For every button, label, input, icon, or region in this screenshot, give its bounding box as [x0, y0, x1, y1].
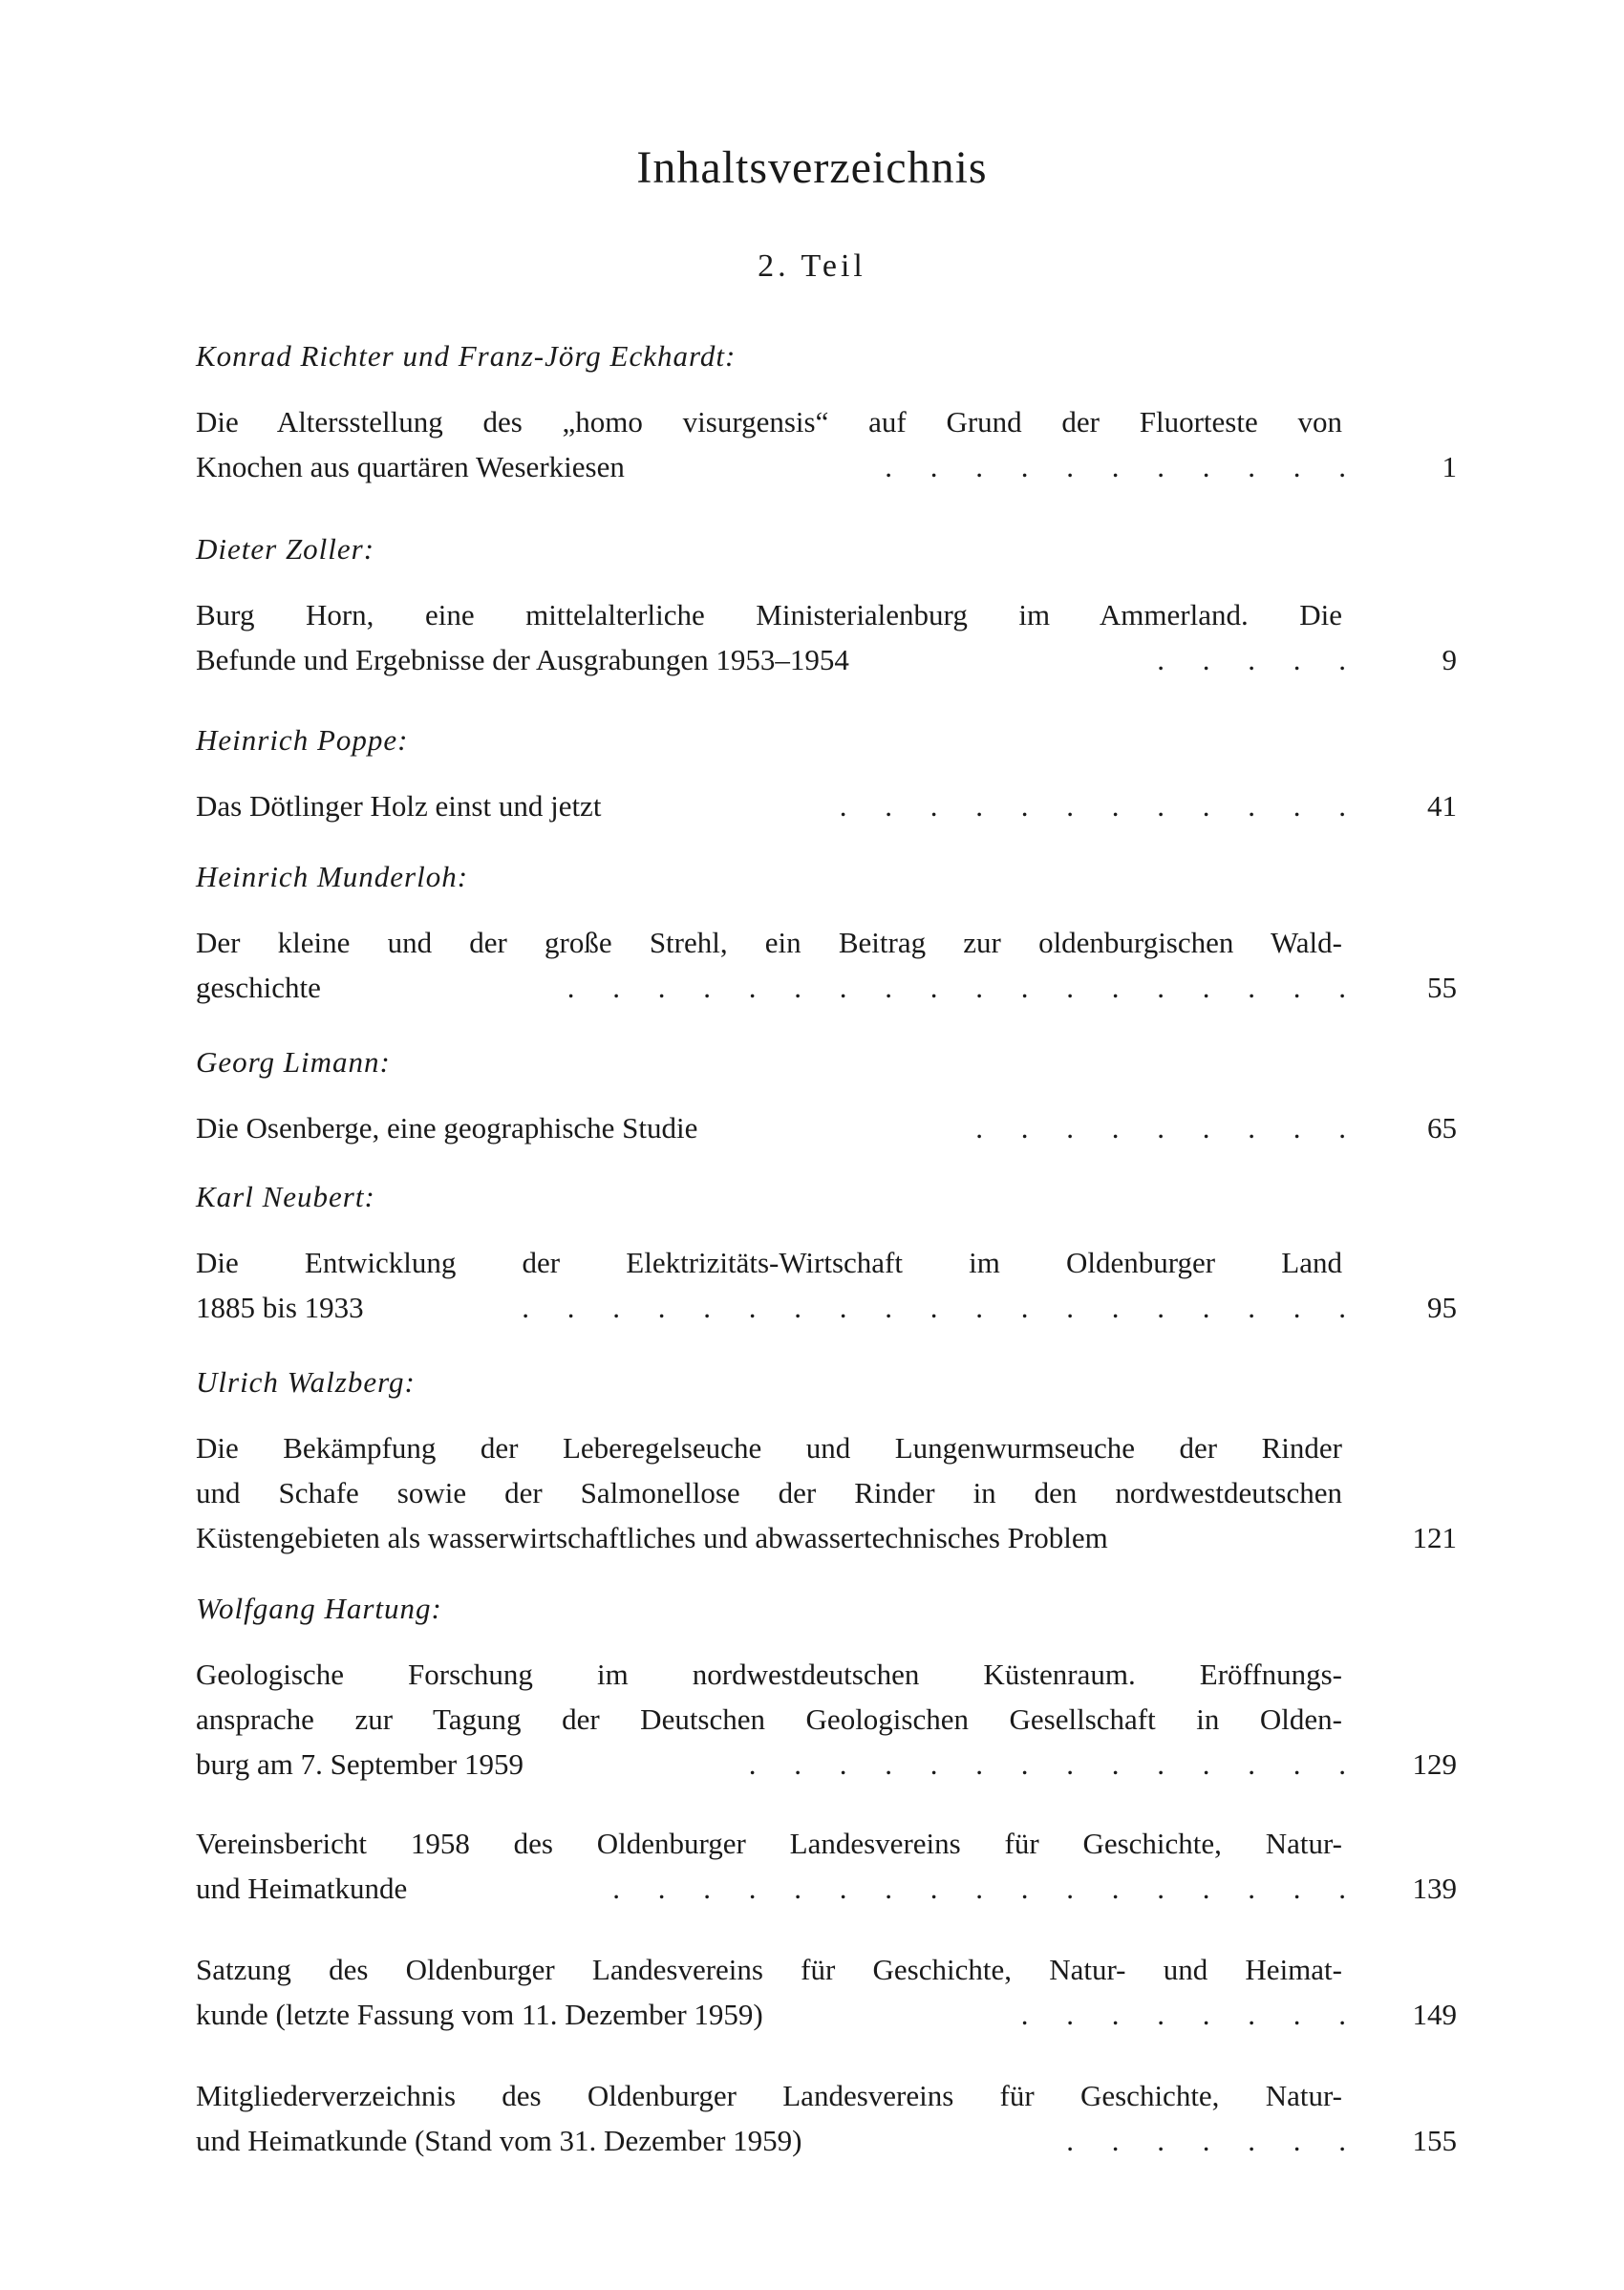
- toc-item-line-text: ansprache zur Tagung der Deutschen Geologischen Gesellschaft in Olden-: [196, 1702, 1342, 1736]
- toc-item-title: [196, 1425, 1342, 1560]
- toc-item: [196, 1105, 1457, 1150]
- dot-leader: . . . . . . . .: [1020, 1998, 1361, 2031]
- page-title: Inhaltsverzeichnis: [636, 142, 988, 193]
- toc-entry: [196, 1821, 1457, 1911]
- toc-item-title: [196, 1652, 1361, 1787]
- toc-item-line: [196, 1425, 1342, 1470]
- toc-item-line-text: burg am 7. September 1959: [196, 1747, 524, 1781]
- toc-author: Konrad Richter und Franz-Jörg Eckhardt:: [196, 339, 737, 373]
- toc-item: [196, 920, 1457, 1010]
- toc-page-number: 95: [1427, 1291, 1457, 1324]
- toc-item-line: [196, 1470, 1342, 1515]
- toc-item-line: [196, 1697, 1342, 1742]
- toc-item-line-text: 1885 bis 1933: [196, 1291, 364, 1324]
- toc-item-line-text: Die Bekämpfung der Leberegelseuche und Lungenwurmseuche der Rinder: [196, 1431, 1342, 1465]
- toc-page-number: 155: [1412, 2124, 1457, 2157]
- toc-item-line-text: Knochen aus quartären Weserkiesen: [196, 450, 625, 483]
- toc-item-line: [196, 1866, 1361, 1911]
- dot-leader: . . . . .: [1157, 643, 1361, 676]
- toc-item-line: [196, 1105, 1361, 1150]
- toc-entry: [196, 718, 1457, 828]
- toc-item-line: [196, 1992, 1361, 2037]
- toc-author: Wolfgang Hartung:: [196, 1592, 442, 1625]
- toc-item-line-text: Die Osenberge, eine geographische Studie: [196, 1111, 698, 1145]
- toc-entry: [196, 1175, 1457, 1330]
- toc-page-number: 55: [1427, 971, 1457, 1004]
- toc-item-line-text: Der kleine und der große Strehl, ein Beitrag zur oldenburgischen Wald-: [196, 926, 1342, 959]
- dot-leader: . . . . . . . . . . . . . .: [748, 1747, 1361, 1781]
- toc-item-title: [196, 399, 1361, 489]
- dot-leader: . . . . . . . . . . . . . . . . .: [612, 1872, 1361, 1905]
- toc-item-line: [196, 1821, 1342, 1866]
- toc-item-line-text: Küstengebieten als wasserwirtschaftliches und abwassertechnisches Problem: [196, 1521, 1108, 1554]
- toc-item-title: [196, 2073, 1361, 2163]
- toc-page-number: 149: [1412, 1998, 1457, 2031]
- toc-item-line-text: und Schafe sowie der Salmonellose der Rinder in den nordwestdeutschen: [196, 1476, 1342, 1509]
- toc-item-line-text: und Heimatkunde (Stand vom 31. Dezember 1959): [196, 2124, 802, 2157]
- toc-item-line: [196, 1947, 1342, 1992]
- toc-entry: [196, 1360, 1457, 1560]
- toc-item-line: [196, 2118, 1361, 2163]
- dot-leader: . . . . . . . . . . . .: [839, 789, 1361, 823]
- toc-page-number: 65: [1427, 1111, 1457, 1145]
- toc-item-title: [196, 1821, 1361, 1911]
- toc-page-number: 139: [1412, 1872, 1457, 1905]
- toc-item-line-text: Die Altersstellung des „homo visurgensis“ auf Grund der Fluorteste von: [196, 405, 1342, 439]
- toc-author: Ulrich Walzberg:: [196, 1365, 416, 1399]
- toc-item: [196, 1240, 1457, 1330]
- toc-item-title: [196, 920, 1361, 1010]
- toc-entry: [196, 334, 1457, 489]
- table-of-contents: [196, 334, 1457, 2163]
- toc-item-line-text: Die Entwicklung der Elektrizitäts-Wirtschaft im Oldenburger Land: [196, 1246, 1342, 1279]
- dot-leader: . . . . . . . . . . . . . . . . . . .: [522, 1291, 1361, 1324]
- toc-entry: [196, 527, 1457, 682]
- toc-entry: [196, 1587, 1457, 1787]
- toc-item: [196, 592, 1457, 682]
- toc-item-line-text: Mitgliederverzeichnis des Oldenburger Landesvereins für Geschichte, Natur-: [196, 2079, 1342, 2112]
- toc-item-line-text: Vereinsbericht 1958 des Oldenburger Landesvereins für Geschichte, Natur-: [196, 1827, 1342, 1860]
- toc-item: [196, 2073, 1457, 2163]
- toc-item-line: [196, 2073, 1342, 2118]
- toc-item-line-text: Das Dötlinger Holz einst und jetzt: [196, 789, 602, 823]
- toc-item: [196, 1821, 1457, 1911]
- toc-item-line-text: geschichte: [196, 971, 321, 1004]
- toc-page-number: 1: [1442, 450, 1457, 483]
- toc-item-line: [196, 1652, 1342, 1697]
- toc-item-line: [196, 1515, 1342, 1560]
- toc-item: [196, 1652, 1457, 1787]
- dot-leader: . . . . . . . . . . .: [885, 450, 1361, 483]
- toc-item-line: [196, 592, 1342, 637]
- toc-item-line: [196, 444, 1361, 489]
- toc-item-title: [196, 592, 1361, 682]
- toc-page-number: 121: [1412, 1521, 1457, 1554]
- toc-item-title: [196, 1947, 1361, 2037]
- toc-item-title: [196, 783, 1361, 828]
- toc-page-number: 9: [1442, 643, 1457, 676]
- toc-item-line: [196, 1742, 1361, 1787]
- toc-entry: [196, 855, 1457, 1010]
- toc-author: Karl Neubert:: [196, 1180, 375, 1213]
- toc-item-line: [196, 783, 1361, 828]
- toc-item: [196, 1425, 1457, 1560]
- dot-leader: . . . . . . . . . . . . . . . . . .: [566, 971, 1361, 1004]
- toc-entry: [196, 1947, 1457, 2037]
- toc-page-number: 129: [1412, 1747, 1457, 1781]
- toc-item-line: [196, 1285, 1361, 1330]
- toc-author: Heinrich Munderloh:: [196, 860, 469, 893]
- toc-entry: [196, 2073, 1457, 2163]
- toc-item-title: [196, 1105, 1361, 1150]
- toc-item: [196, 399, 1457, 489]
- toc-item-line-text: Befunde und Ergebnisse der Ausgrabungen 1953–1954: [196, 643, 849, 676]
- dot-leader: . . . . . . .: [1066, 2124, 1361, 2157]
- toc-item-line-text: und Heimatkunde: [196, 1872, 408, 1905]
- toc-entry: [196, 1040, 1457, 1150]
- toc-item-line: [196, 1240, 1342, 1285]
- dot-leader: . . . . . . . . .: [975, 1111, 1361, 1145]
- toc-author: Heinrich Poppe:: [196, 723, 409, 757]
- toc-item-line-text: Satzung des Oldenburger Landesvereins für Geschichte, Natur- und Heimat-: [196, 1953, 1342, 1986]
- toc-item: [196, 1947, 1457, 2037]
- toc-item-line-text: Burg Horn, eine mittelalterliche Ministerialenburg im Ammerland. Die: [196, 598, 1342, 631]
- toc-author: Dieter Zoller:: [196, 532, 375, 566]
- toc-page-number: 41: [1427, 789, 1457, 823]
- toc-item: [196, 783, 1457, 828]
- toc-item-line: [196, 637, 1361, 682]
- toc-item-title: [196, 1240, 1361, 1330]
- toc-item-line: [196, 965, 1361, 1010]
- toc-author: Georg Limann:: [196, 1045, 391, 1079]
- toc-item-line-text: Geologische Forschung im nordwestdeutschen Küstenraum. Eröffnungs-: [196, 1658, 1342, 1691]
- toc-item-line-text: kunde (letzte Fassung vom 11. Dezember 1959): [196, 1998, 763, 2031]
- toc-item-line: [196, 399, 1342, 444]
- toc-item-line: [196, 920, 1342, 965]
- part-heading: 2. Teil: [758, 248, 866, 284]
